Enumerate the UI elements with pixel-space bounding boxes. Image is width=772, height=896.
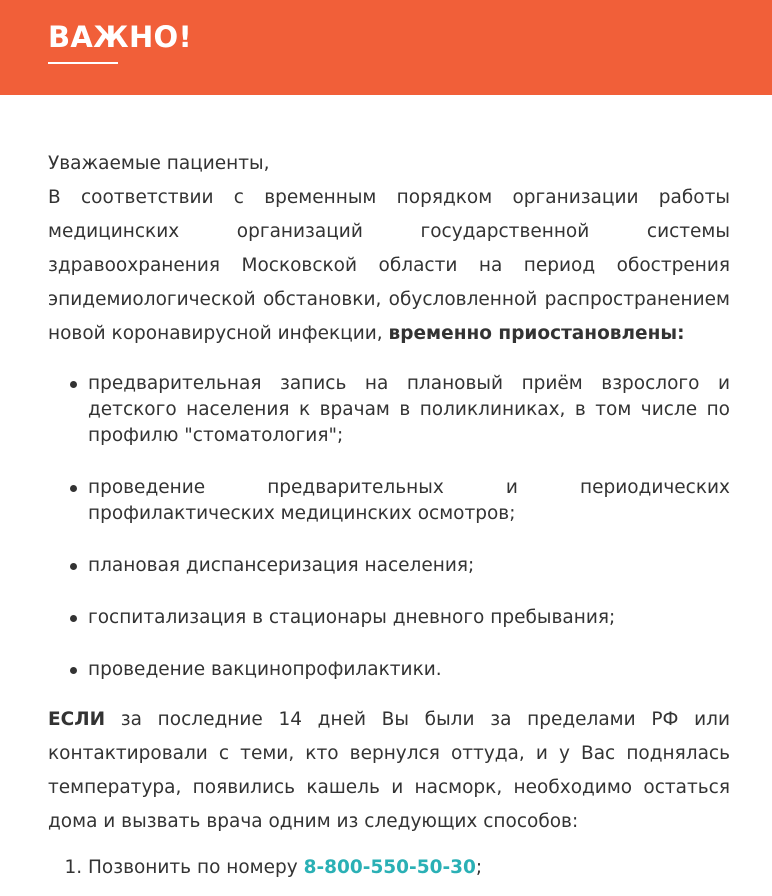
greeting: Уважаемые пациенты,	[48, 153, 270, 174]
intro-paragraph	[48, 181, 730, 351]
list-item	[88, 855, 730, 881]
if-text: за последние 14 дней Вы были за пределами РФ или контактировали с теми, кто вернулся оттуда, и у Вас поднялась температура, появились кашель и насморк, необходимо остаться дома и вызвать врача одним из следующих способов:	[48, 709, 730, 832]
step-text: Позвонить по номеру	[88, 857, 304, 878]
intro-bold-text: временно приостановлены:	[388, 323, 685, 344]
phone-link[interactable]: 8-800-550-50-30	[303, 857, 476, 878]
contact-steps-list	[48, 855, 730, 881]
intro-text: В соответствии с временным порядком организации работы медицинских организаций государственной системы здравоохранения Московской области на период обострения эпидемиологической обстановки, обусловленной распространением новой коронавирусной инфекции,	[48, 187, 730, 344]
step-suffix: ;	[475, 857, 483, 878]
list-item: предварительная запись на плановый приём взрослого и детского населения к врачам в поликлиниках, в том числе по профилю "стоматология";	[88, 371, 730, 449]
list-item: проведение предварительных и периодических профилактических медицинских осмотров;	[88, 475, 730, 527]
list-item: госпитализация в стационары дневного пребывания;	[88, 605, 730, 631]
suspended-services-list	[48, 371, 730, 683]
list-item: проведение вакцинопрофилактики.	[88, 657, 730, 683]
banner-title: ВАЖНО!	[48, 20, 192, 54]
if-bold-text: ЕСЛИ	[48, 709, 106, 730]
if-symptoms-paragraph	[48, 703, 730, 839]
important-banner	[0, 0, 772, 95]
banner-title-underline	[48, 62, 118, 64]
list-item: плановая диспансеризация населения;	[88, 553, 730, 579]
notice-content	[0, 95, 772, 881]
